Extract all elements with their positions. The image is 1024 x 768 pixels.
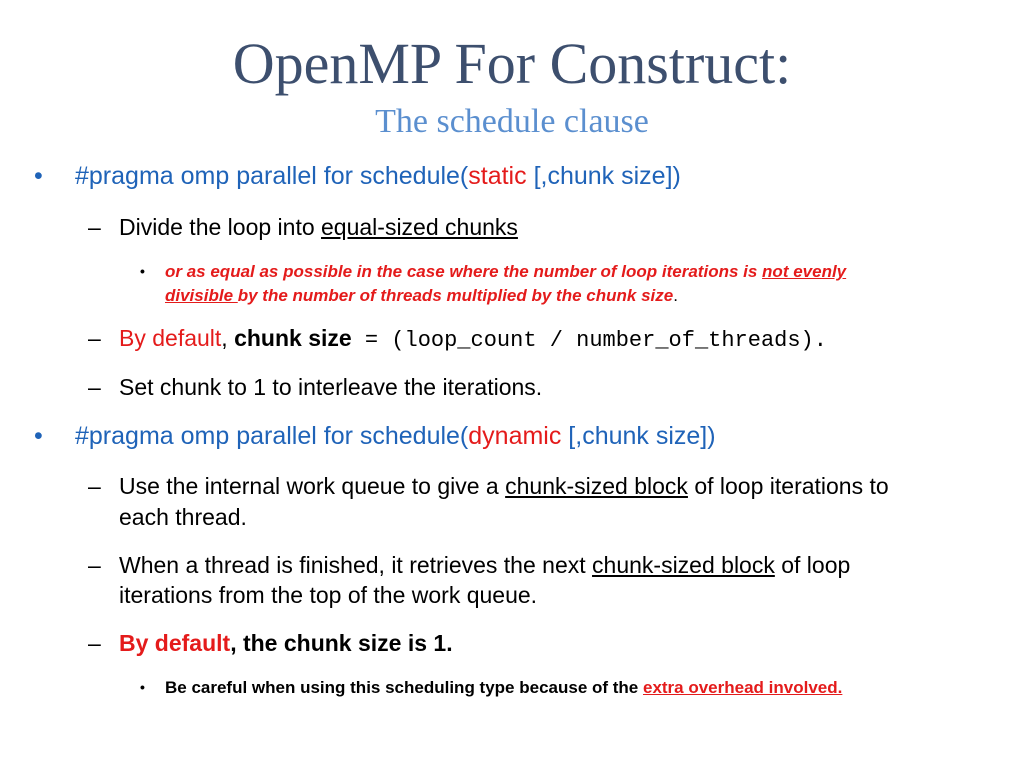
interleave-text: Set chunk to 1 to interleave the iterations. — [119, 374, 543, 400]
dash-icon: – — [88, 374, 101, 400]
small-bullet-icon: • — [140, 263, 145, 279]
dash-icon: – — [88, 630, 101, 656]
bullet-icon: • — [34, 162, 43, 190]
small-bullet-icon: • — [140, 679, 145, 695]
note-be-careful — [140, 675, 843, 700]
dash-icon: – — [88, 325, 101, 351]
by-default-label: By default — [119, 630, 231, 656]
by-default-label: By default — [119, 325, 222, 351]
chunk-sized-block-link: chunk-sized block — [592, 552, 775, 578]
bullet-dynamic-pragma — [34, 422, 716, 451]
slide-title: OpenMP For Construct: — [232, 31, 792, 96]
equal-sized-chunks-link: equal-sized chunks — [321, 214, 518, 240]
chunk-formula: = (loop_count / number_of_threads). — [351, 328, 827, 353]
bullet-icon: • — [34, 422, 43, 450]
dash-icon: – — [88, 473, 101, 499]
pragma-suffix: [,chunk size]) — [561, 422, 716, 450]
item-thread-finished-line2 — [119, 580, 537, 610]
divide-text: Divide the loop into — [119, 214, 322, 240]
not-evenly-link: not evenly — [762, 262, 847, 281]
chunk-size-label: chunk size — [234, 325, 352, 351]
note-not-evenly-divisible — [140, 259, 847, 284]
dash-icon: – — [88, 214, 101, 240]
item-thread-finished — [88, 550, 851, 580]
pragma-prefix: #pragma omp parallel for schedule( — [75, 162, 469, 190]
chunk-sized-block-link: chunk-sized block — [505, 473, 688, 499]
finished-line2: iterations from the top of the work queue. — [119, 582, 538, 608]
divisible-link: divisible — [165, 286, 238, 305]
bullet-static-pragma — [34, 162, 681, 191]
dynamic-keyword: dynamic — [468, 422, 562, 450]
queue-part1: Use the internal work queue to give a — [119, 473, 506, 499]
note-part2: by the number of threads multiplied by the chunk size — [237, 286, 674, 305]
default-rest: the chunk size is 1. — [242, 630, 453, 656]
item-work-queue — [88, 471, 889, 501]
queue-line2: each thread. — [119, 504, 247, 530]
dash-icon: – — [88, 552, 101, 578]
item-dynamic-default — [88, 628, 453, 658]
comma: , — [230, 630, 243, 656]
extra-overhead-link: extra overhead involved. — [642, 678, 843, 697]
item-interleave — [88, 372, 543, 402]
comma: , — [221, 325, 235, 351]
pragma-suffix: [,chunk size]) — [526, 162, 681, 190]
note-end: . — [673, 286, 678, 305]
careful-text: Be careful when using this scheduling type because of the — [165, 678, 643, 697]
finished-part1: When a thread is finished, it retrieves the next — [119, 552, 593, 578]
queue-part2: of loop iterations to — [687, 473, 889, 499]
item-default-chunk — [88, 323, 827, 356]
item-divide-loop — [88, 212, 518, 242]
finished-part2: of loop — [774, 552, 851, 578]
static-keyword: static — [468, 162, 527, 190]
pragma-prefix: #pragma omp parallel for schedule( — [75, 422, 469, 450]
note-part1: or as equal as possible in the case where the number of loop iterations is — [165, 262, 763, 281]
item-work-queue-line2 — [119, 502, 247, 532]
slide-subtitle: The schedule clause — [375, 103, 649, 140]
note-line2 — [165, 283, 678, 308]
